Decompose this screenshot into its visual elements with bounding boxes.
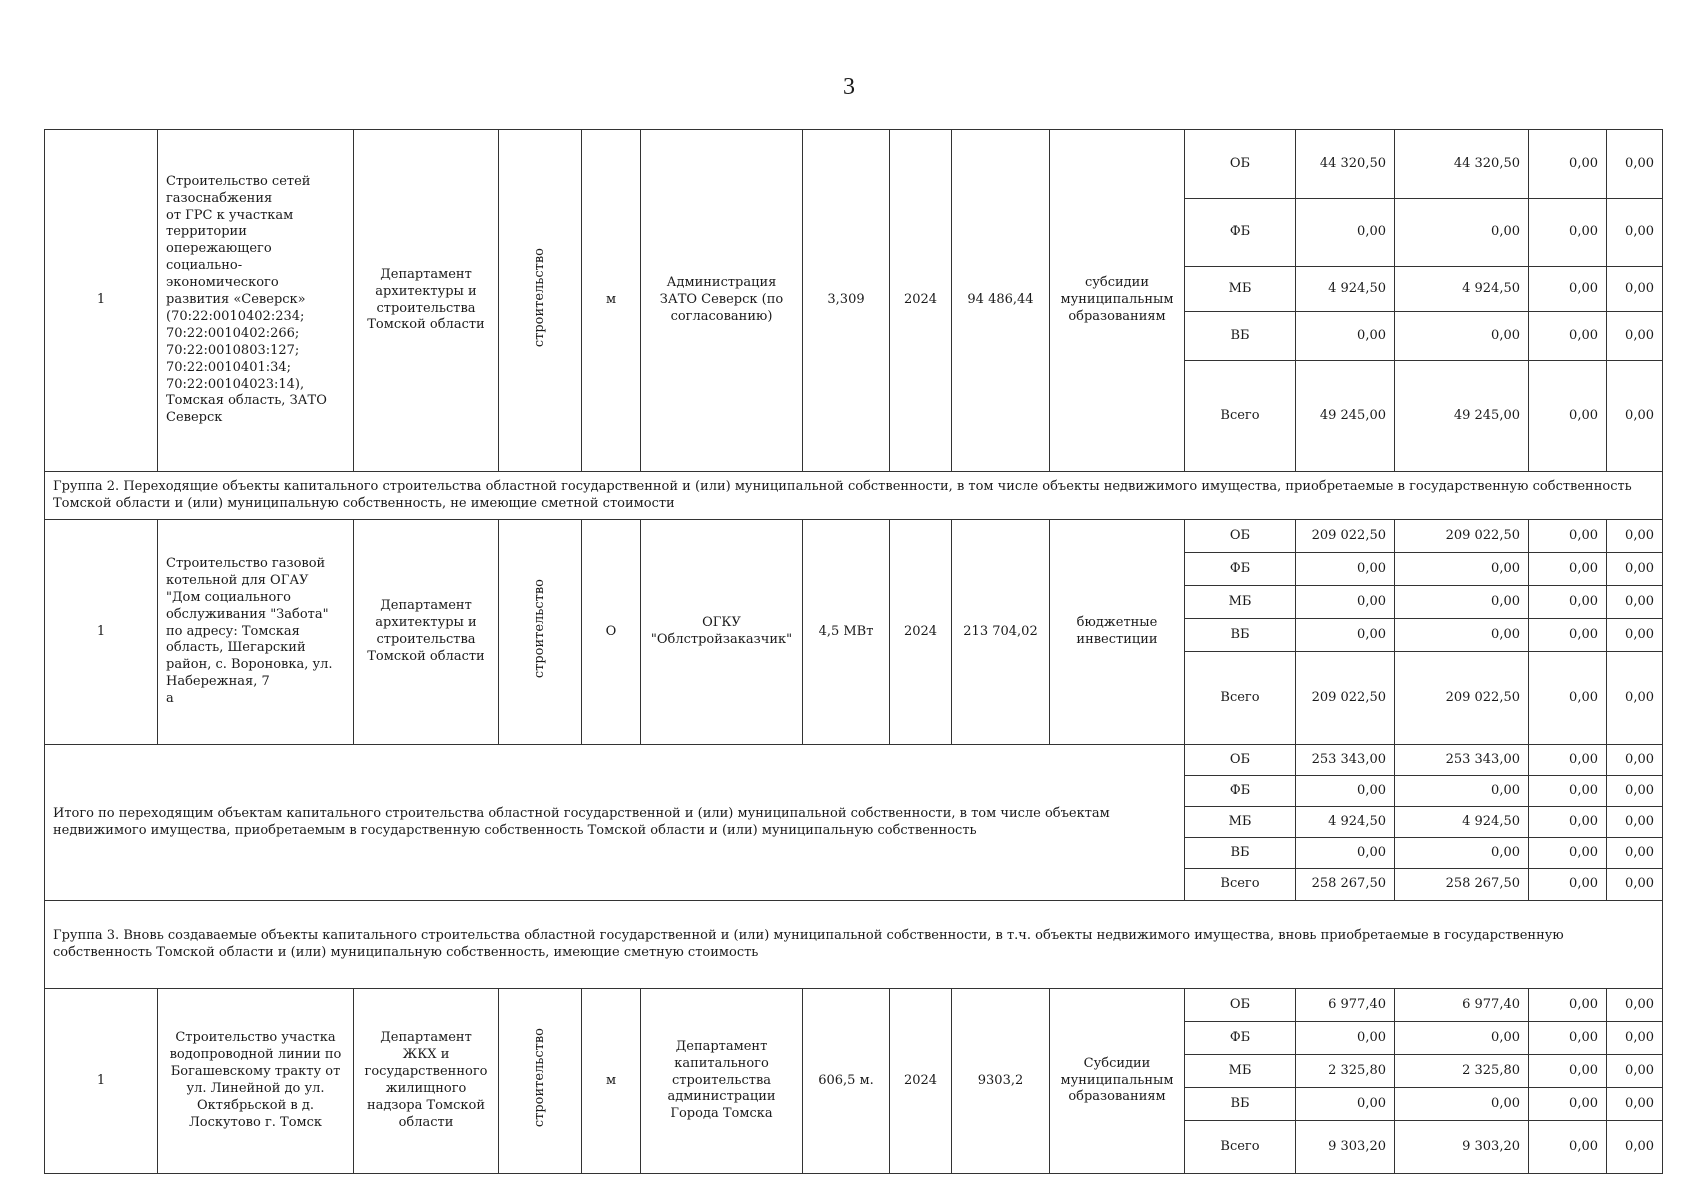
value-cell: 0,00 [1529, 267, 1607, 312]
funding-source: ВБ [1185, 619, 1296, 652]
unit: О [582, 520, 641, 745]
funding-source: Всего [1185, 1121, 1296, 1174]
customer: Департамент ЖКХ и государственного жилищного надзора Томской области [354, 989, 499, 1174]
funding-source: Всего [1185, 869, 1296, 901]
work-type: строительство [499, 130, 582, 472]
value-cell: 0,00 [1607, 1022, 1663, 1055]
object-name: Строительство участка водопроводной линии по Богашевскому тракту от ул. Линейной до ул. Октябрьской в д. Лоскутово г. Томск [158, 989, 354, 1174]
value-cell: 0,00 [1529, 1022, 1607, 1055]
object-name: Строительство сетей газоснабжения от ГРС к участкам территории опережающего социально-экономического развития «Северск» (70:22:0010402:234; 70:22:0010402:266; 70:22:0010803:127; 70:22:0010401:34; 70:22:00104023:14), Томская область, ЗАТО Северск [158, 130, 354, 472]
page-number: 3 [843, 74, 855, 100]
customer: Департамент архитектуры и строительства Томской области [354, 520, 499, 745]
value-cell: 49 245,00 [1395, 361, 1529, 472]
value-cell: 0,00 [1607, 807, 1663, 838]
value-cell: 209 022,50 [1395, 520, 1529, 553]
value-cell: 209 022,50 [1296, 520, 1395, 553]
unit: м [582, 989, 641, 1174]
value-cell: 0,00 [1529, 807, 1607, 838]
funding-source: Всего [1185, 652, 1296, 745]
value-cell: 0,00 [1395, 586, 1529, 619]
value-cell: 4 924,50 [1395, 267, 1529, 312]
value-cell: 0,00 [1395, 619, 1529, 652]
value-cell: 44 320,50 [1395, 130, 1529, 199]
value-cell: 253 343,00 [1296, 745, 1395, 776]
value-cell: 0,00 [1607, 652, 1663, 745]
estimated-cost: 94 486,44 [952, 130, 1050, 472]
value-cell: 0,00 [1529, 1088, 1607, 1121]
value-cell: 0,00 [1529, 776, 1607, 807]
value-cell: 0,00 [1395, 1022, 1529, 1055]
value-cell: 6 977,40 [1395, 989, 1529, 1022]
table-row [45, 989, 1663, 1022]
value-cell: 0,00 [1296, 586, 1395, 619]
value-cell: 0,00 [1529, 869, 1607, 901]
estimated-cost: 213 704,02 [952, 520, 1050, 745]
value-cell: 0,00 [1529, 745, 1607, 776]
funding-source: МБ [1185, 1055, 1296, 1088]
value-cell: 4 924,50 [1296, 267, 1395, 312]
year: 2024 [890, 130, 952, 472]
value-cell: 0,00 [1607, 130, 1663, 199]
capacity: 3,309 [803, 130, 890, 472]
table-row [45, 520, 1663, 553]
value-cell: 0,00 [1395, 1088, 1529, 1121]
value-cell: 6 977,40 [1296, 989, 1395, 1022]
developer: Администрация ЗАТО Северск (по согласованию) [641, 130, 803, 472]
value-cell: 0,00 [1607, 776, 1663, 807]
value-cell: 0,00 [1395, 838, 1529, 869]
funding-source: ФБ [1185, 776, 1296, 807]
value-cell: 0,00 [1607, 745, 1663, 776]
year: 2024 [890, 520, 952, 745]
value-cell: 0,00 [1395, 776, 1529, 807]
year: 2024 [890, 989, 952, 1174]
value-cell: 0,00 [1529, 586, 1607, 619]
value-cell: 0,00 [1607, 267, 1663, 312]
estimated-cost: 9303,2 [952, 989, 1050, 1174]
value-cell: 0,00 [1607, 312, 1663, 361]
value-cell: 0,00 [1296, 312, 1395, 361]
value-cell: 0,00 [1296, 1022, 1395, 1055]
value-cell: 0,00 [1296, 1088, 1395, 1121]
unit: м [582, 130, 641, 472]
value-cell: 0,00 [1607, 553, 1663, 586]
funding-source: ОБ [1185, 989, 1296, 1022]
group-header-row [45, 901, 1663, 989]
funding-source: ОБ [1185, 520, 1296, 553]
value-cell: 0,00 [1296, 838, 1395, 869]
row-index: 1 [45, 130, 158, 472]
value-cell: 9 303,20 [1395, 1121, 1529, 1174]
value-cell: 0,00 [1529, 199, 1607, 267]
group-title: Группа 3. Вновь создаваемые объекты капитального строительства областной государственной и (или) муниципальной собственности, в т.ч. объекты недвижимого имущества, вновь приобретаемые в государственную собственность Томской области и (или) муниципальную собственность, имеющие сметную стоимость [45, 901, 1663, 989]
value-cell: 258 267,50 [1296, 869, 1395, 901]
table-row [45, 745, 1663, 776]
funding-source: ВБ [1185, 838, 1296, 869]
value-cell: 0,00 [1529, 312, 1607, 361]
funding-source: ОБ [1185, 130, 1296, 199]
developer: ОГКУ "Облстройзаказчик" [641, 520, 803, 745]
funding-source: МБ [1185, 267, 1296, 312]
capital-construction-table [44, 129, 1663, 1174]
object-name: Строительство газовой котельной для ОГАУ "Дом социального обслуживания "Забота" по адресу: Томская область, Шегарский район, с. Вороновка, ул. Набережная, 7 а [158, 520, 354, 745]
funding-source: ФБ [1185, 553, 1296, 586]
value-cell: 0,00 [1529, 553, 1607, 586]
capacity: 4,5 МВт [803, 520, 890, 745]
funding-source: ВБ [1185, 312, 1296, 361]
value-cell: 4 924,50 [1395, 807, 1529, 838]
value-cell: 0,00 [1607, 869, 1663, 901]
value-cell: 258 267,50 [1395, 869, 1529, 901]
funding-source: ОБ [1185, 745, 1296, 776]
funding-source: МБ [1185, 807, 1296, 838]
value-cell: 0,00 [1607, 838, 1663, 869]
value-cell: 0,00 [1607, 586, 1663, 619]
value-cell: 0,00 [1607, 361, 1663, 472]
table-row [45, 130, 1663, 199]
funding-form: бюджетные инвестиции [1050, 520, 1185, 745]
value-cell: 0,00 [1607, 1121, 1663, 1174]
value-cell: 0,00 [1607, 619, 1663, 652]
value-cell: 9 303,20 [1296, 1121, 1395, 1174]
value-cell: 0,00 [1529, 1055, 1607, 1088]
value-cell: 0,00 [1529, 619, 1607, 652]
value-cell: 0,00 [1529, 989, 1607, 1022]
value-cell: 2 325,80 [1395, 1055, 1529, 1088]
row-index: 1 [45, 520, 158, 745]
developer: Департамент капитального строительства администрации Города Томска [641, 989, 803, 1174]
capacity: 606,5 м. [803, 989, 890, 1174]
funding-source: ФБ [1185, 199, 1296, 267]
funding-source: МБ [1185, 586, 1296, 619]
value-cell: 44 320,50 [1296, 130, 1395, 199]
value-cell: 0,00 [1607, 199, 1663, 267]
funding-source: Всего [1185, 361, 1296, 472]
value-cell: 0,00 [1529, 838, 1607, 869]
funding-source: ФБ [1185, 1022, 1296, 1055]
value-cell: 0,00 [1607, 989, 1663, 1022]
value-cell: 4 924,50 [1296, 807, 1395, 838]
value-cell: 0,00 [1296, 199, 1395, 267]
value-cell: 0,00 [1607, 1088, 1663, 1121]
group-title: Группа 2. Переходящие объекты капитального строительства областной государственной и (или) муниципальной собственности, в том числе объекты недвижимого имущества, приобретаемые в государственную собственность Томской области и (или) муниципальную собственность, не имеющие сметной стоимости [45, 472, 1663, 520]
funding-form: Субсидии муниципальным образованиям [1050, 989, 1185, 1174]
value-cell: 253 343,00 [1395, 745, 1529, 776]
value-cell: 0,00 [1395, 312, 1529, 361]
value-cell: 0,00 [1529, 361, 1607, 472]
value-cell: 2 325,80 [1296, 1055, 1395, 1088]
value-cell: 0,00 [1529, 130, 1607, 199]
value-cell: 209 022,50 [1395, 652, 1529, 745]
total-label: Итого по переходящим объектам капитального строительства областной государственной и (или) муниципальной собственности, в том числе объектам недвижимого имущества, приобретаемым в государственную собственность Томской области и (или) муниципальную собственность [45, 745, 1185, 901]
value-cell: 0,00 [1296, 553, 1395, 586]
value-cell: 209 022,50 [1296, 652, 1395, 745]
group-header-row [45, 472, 1663, 520]
value-cell: 0,00 [1607, 1055, 1663, 1088]
value-cell: 0,00 [1395, 199, 1529, 267]
value-cell: 0,00 [1529, 520, 1607, 553]
value-cell: 0,00 [1296, 619, 1395, 652]
value-cell: 0,00 [1296, 776, 1395, 807]
customer: Департамент архитектуры и строительства Томской области [354, 130, 499, 472]
funding-source: ВБ [1185, 1088, 1296, 1121]
value-cell: 49 245,00 [1296, 361, 1395, 472]
value-cell: 0,00 [1607, 520, 1663, 553]
value-cell: 0,00 [1395, 553, 1529, 586]
work-type: строительство [499, 520, 582, 745]
value-cell: 0,00 [1529, 1121, 1607, 1174]
work-type: строительство [499, 989, 582, 1174]
value-cell: 0,00 [1529, 652, 1607, 745]
row-index: 1 [45, 989, 158, 1174]
funding-form: субсидии муниципальным образованиям [1050, 130, 1185, 472]
